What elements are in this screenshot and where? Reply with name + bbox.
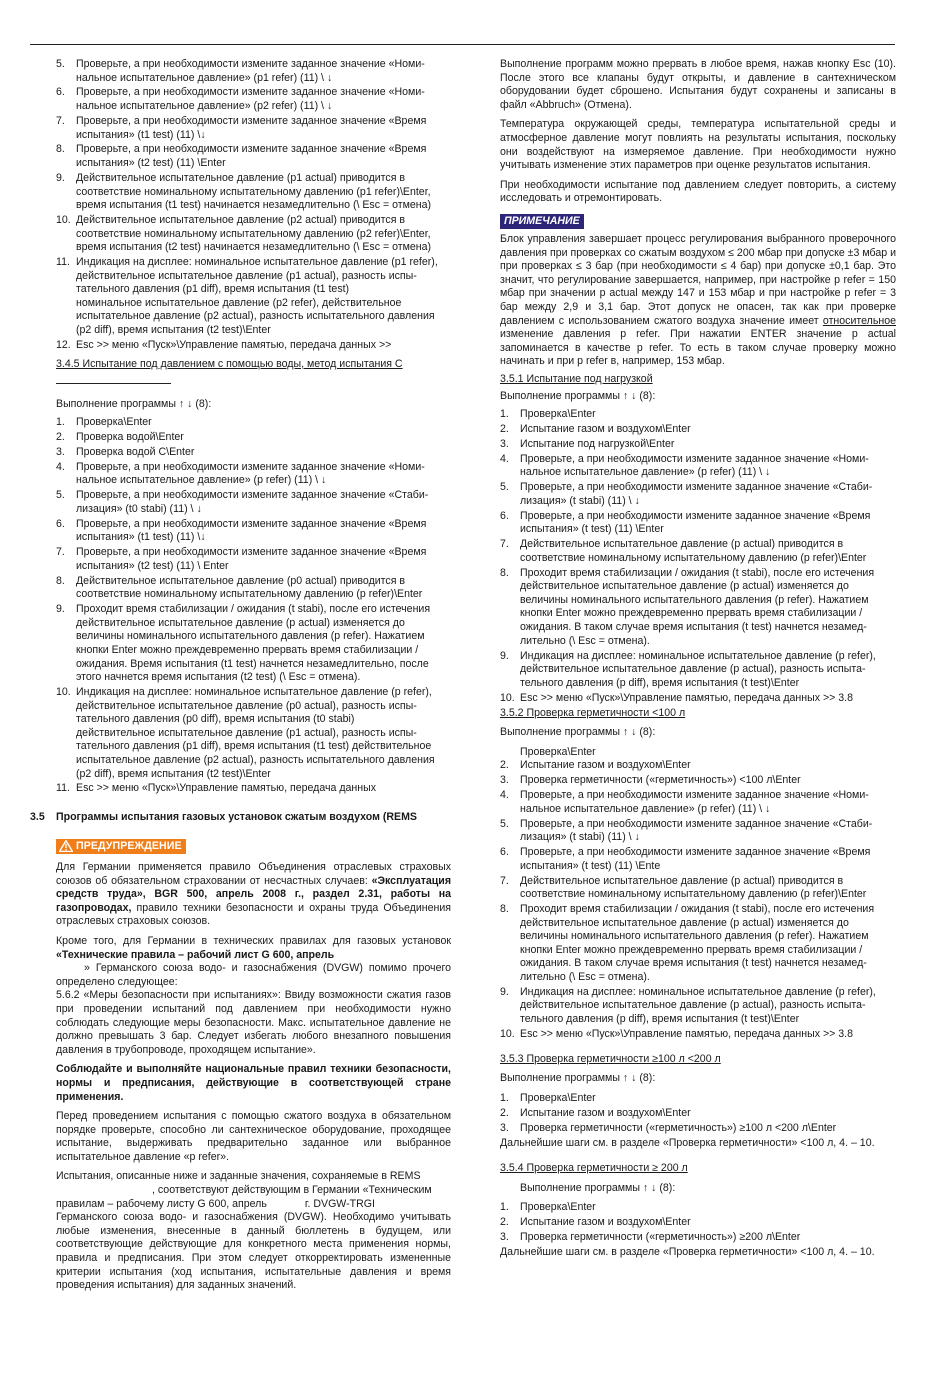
list-item-text: Действительное испытательное давление (p actual) приводится в соответствие номинальному испытательному давлению (p refer)\Enter bbox=[520, 538, 867, 564]
list-item-text: Проверка герметичности («герметичность») ≥200 л\Enter bbox=[520, 1231, 801, 1244]
list-item-number: 1. bbox=[56, 416, 65, 429]
list-item-text: Проверка герметичности («герметичность») ≥100 л <200 л\Enter bbox=[520, 1121, 837, 1134]
list-item-number: 9. bbox=[500, 649, 509, 662]
list-item bbox=[56, 58, 451, 85]
list-item bbox=[56, 546, 451, 573]
list-item-text: Проверьте, а при необходимости измените заданное значение «Номи- нальное испытательное давление» (p refer) (11) \ ↓ bbox=[76, 460, 425, 487]
list-item bbox=[56, 256, 451, 338]
list-item bbox=[500, 538, 896, 565]
list-item bbox=[500, 846, 896, 873]
list-item bbox=[500, 650, 896, 691]
list-item-text: Испытание под нагрузкой\Enter bbox=[520, 437, 675, 450]
list-item-number: 1. bbox=[500, 1201, 509, 1214]
list-item-text: Проверка\Enter bbox=[520, 408, 596, 421]
warning-paragraph-1: Для Германии применяется правило Объединения отраслевых страховых союзов об обязательном страховании от несчастных случаев: «Эксплуатация средств труда», BGR 500, апрель 2008 г., раздел 2.31, работы на газопроводах, правило техники безопасности и охраны труда Объединения отраслевых страховых союзов. bbox=[56, 861, 451, 928]
note-badge: ПРИМЕЧАНИЕ bbox=[500, 214, 584, 229]
list-item-text: Проверьте, а при необходимости измените заданное значение «Время испытания» (t test) (11) \Ente bbox=[520, 846, 871, 872]
list-item-number: 7. bbox=[56, 114, 65, 127]
list-item bbox=[56, 686, 451, 781]
list-item-text: Действительное испытательное давление (p1 actual) приводится в соответствие номинальному испытательному давлению (p1 refer)\Enter, время испытания (t1 test) начинается незамедлительно (\ Esc = отмена) bbox=[76, 171, 432, 212]
list-item-text: Действительное испытательное давление (p0 actual) приводится в соответствие номинальному испытательному давлению (p refer)\Enter bbox=[76, 574, 423, 601]
list-item-text: Проходит время стабилизации / ожидания (t stabi), после его истечения действительное испытательное давление (p actual) изменяется до величины номинального испытательного давления (p refer). Нажатием кнопки Enter можно преждевременно прервать время стабилизации / ожидания. В таком случае время испытания (t test) начнется незамед- лительно (\ Esc = отмена). bbox=[520, 903, 875, 983]
list-item-text: Проверьте, а при необходимости измените заданное значение «Время испытания» (t1 test) (11) \↓ bbox=[76, 517, 427, 544]
list-item-text: Проверьте, а при необходимости измените заданное значение «Стаби- лизация» (t stabi) (11) \ ↓ bbox=[520, 817, 873, 844]
list-item-text: Индикация на дисплее: номинальное испытательное давление (p refer), действительное испытательное давление (p0 actual), разность испы- тательного давления (p0 diff), время испытания (t0 stabi) действительное испытательное давление (p1 actual), разность испы- тательного давления (p1 diff), время испытания (t1 test) действительное испытательное давление (p2 actual), разность испытательного давления (p2 diff), время испытания (t2 test)\Enter bbox=[76, 685, 435, 780]
list-item-text: Индикация на дисплее: номинальное испытательное давление (p refer), действительное испытательное давление (p actual), разность испыта- тельного давления (p diff), время испытания (t test)\Enter bbox=[520, 985, 876, 1026]
further-steps-353: Дальнейшие шаги см. в разделе «Проверка герметичности» <100 л, 4. – 10. bbox=[500, 1136, 875, 1149]
list-item-text: Проверьте, а при необходимости измените заданное значение «Время испытания» (t test) (11) \Enter bbox=[520, 509, 871, 536]
list-item bbox=[56, 339, 451, 353]
note-paragraph: Блок управления завершает процесс регулирования выбранного проверочного давления при проверках со сжатым воздухом ≤ 200 мбар при допуске ±3 мбар и при проверках ≤ 3 бар (при необходимости ≤ 4 бар) при допуске ±0,1 бар. Это значит, что регулирование завершается, например, при настройке p refer = 150 мбар при значении p actual между 147 и 153 мбар и при настройке p refer = 3 бар между 2,9 и 3,1 бар. Этот допуск не опасен, так как при проверке давлением с использованием сжатого воздуха значение имеет относительное изменение давления p refer. При нажатии ENTER значение p actual запоминается в качестве p refer. То есть в таком случае проверку можно начинать и при p refer в, например, 153 мбар. bbox=[500, 232, 896, 368]
warning-badge bbox=[56, 839, 186, 854]
list-item-text: Испытание газом и воздухом\Enter bbox=[520, 1216, 691, 1229]
list-item-text: Проверьте, а при необходимости измените заданное значение «Номи- нальное испытательное давление» (p1 refer) (11) \ ↓ bbox=[76, 58, 425, 84]
section-heading-354: 3.5.4 Проверка герметичности ≥ 200 л bbox=[500, 1162, 688, 1175]
list-item bbox=[500, 481, 896, 508]
right-column bbox=[500, 58, 896, 1260]
list-item-number: 2. bbox=[500, 422, 509, 435]
warning-paragraph-5: Испытания, описанные ниже и заданные значения, сохраняемые в REMS , соответствуют действующим в Германии «Техническим правилам – рабочему листу G 600, апрель г. DVGW-TRGI Германского союза водо- и газоснабжения (DVGW). Необходимо учитывать любые изменения, внесенные в данный бюллетень в будущем, или соответствующие действующие для конкретного места применения нормы, правила и предписания. При этом следует откорректировать измененные критерии испытания (ход испытания, испытательные давления и время проведения испытания) для заданных значений. bbox=[56, 1170, 451, 1292]
warning-bold-paragraph: Соблюдайте и выполняйте национальные правил техники безопасности, нормы и предписания, действующие в соответствующей стране применения. bbox=[56, 1063, 451, 1103]
list-item bbox=[500, 774, 896, 788]
list-item bbox=[56, 431, 451, 445]
list-item-text: Индикация на дисплее: номинальное испытательное давление (p refer), действительное испытательное давление (p actual), разность испыта- тельного давления (p diff), время испытания (t test)\Enter bbox=[520, 649, 876, 689]
list-item bbox=[500, 1201, 896, 1215]
list-item bbox=[500, 1122, 896, 1136]
list-item bbox=[500, 789, 896, 816]
list-item-text: Проверка водой C\Enter bbox=[76, 445, 195, 458]
list-item-text: Испытание газом и воздухом\Enter bbox=[520, 422, 691, 435]
list-item bbox=[56, 115, 451, 142]
list-item-text: Проверьте, а при необходимости измените заданное значение «Номи- нальное испытательное давление» (p refer) (11) \ ↓ bbox=[520, 452, 869, 479]
list-item-text: Проверьте, а при необходимости измените заданное значение «Стаби- лизация» (t0 stabi) (11) \ ↓ bbox=[76, 489, 429, 515]
list-item-number: 4. bbox=[500, 452, 509, 465]
list-item-number: 9. bbox=[56, 603, 65, 616]
list-item bbox=[500, 692, 896, 706]
section-heading-35 bbox=[30, 811, 451, 825]
section-heading-351: 3.5.1 Испытание под нагрузкой bbox=[500, 372, 653, 385]
list-item bbox=[500, 903, 896, 985]
list-item bbox=[56, 446, 451, 460]
list-item bbox=[56, 782, 451, 796]
section-number: 3.5 bbox=[30, 811, 45, 824]
list-item-number: 6. bbox=[500, 509, 509, 522]
steps-list-352 bbox=[500, 759, 896, 1041]
section-heading-352: 3.5.2 Проверка герметичности <100 л bbox=[500, 706, 686, 719]
right-paragraph-2: Температура окружающей среды, температура испытательной среды и атмосферное давление могут повлиять на результаты испытания, поскольку они воздействуют на измеряемое давление. При необходимости нужно учитывать изменение этих параметров при оценке результатов испытания. bbox=[500, 118, 896, 172]
list-item-text: Действительное испытательное давление (p actual) приводится в соответствие номинальному испытательному давлению (p refer)\Enter bbox=[520, 874, 867, 901]
section-heading-345: 3.4.5 Испытание под давлением с помощью воды, метод испытания C bbox=[56, 357, 403, 370]
list-item-number: 3. bbox=[500, 774, 509, 787]
list-item bbox=[500, 1092, 896, 1106]
section-title: Программы испытания газовых установок сжатым воздухом (REMS bbox=[56, 811, 417, 824]
list-item-text: Испытание газом и воздухом\Enter bbox=[520, 759, 691, 772]
list-item-text: Esc >> меню «Пуск»\Управление памятью, передача данных bbox=[76, 782, 377, 795]
list-item bbox=[500, 818, 896, 845]
list-item-first: Проверка\Enter bbox=[520, 745, 596, 758]
list-item-number: 1. bbox=[500, 408, 509, 421]
list-item-text: Проверьте, а при необходимости измените заданное значение «Время испытания» (t1 test) (11) \↓ bbox=[76, 114, 427, 141]
list-item bbox=[500, 408, 896, 422]
list-item-number: 5. bbox=[500, 481, 509, 494]
list-item bbox=[500, 423, 896, 437]
section-heading-353: 3.5.3 Проверка герметичности ≥100 л <200 л bbox=[500, 1052, 721, 1065]
list-item-number: 8. bbox=[56, 143, 65, 156]
steps-list-351 bbox=[500, 408, 896, 705]
list-item-number: 4. bbox=[500, 789, 509, 802]
list-item bbox=[56, 416, 451, 430]
list-item-text: Действительное испытательное давление (p2 actual) приводится в соответствие номинальному испытательному давлению (p2 refer)\Enter, время испытания (t2 test) начинается незамедлительно (\ Esc = отмена) bbox=[76, 214, 432, 254]
list-item-number: 5. bbox=[56, 58, 65, 70]
list-item-number: 3. bbox=[56, 445, 65, 458]
list-item-text: Проходит время стабилизации / ожидания (t stabi), после его истечения действительное испытательное давление (p actual) изменяется до величины номинального испытательного давления (p refer). Нажатием кнопки Enter можно преждевременно прервать время стабилизации / ожидания. В таком случае время испытания (t test) начнется незамед- лительно (\ Esc = отмена). bbox=[520, 566, 875, 647]
list-item-number: 9. bbox=[500, 985, 509, 998]
list-item bbox=[500, 875, 896, 902]
warning-label: ПРЕДУПРЕЖДЕНИЕ bbox=[76, 839, 182, 852]
list-item-number: 7. bbox=[500, 874, 509, 887]
run-program-label: Выполнение программы ↑ ↓ (8): bbox=[520, 1181, 676, 1194]
list-item-number: 12. bbox=[56, 338, 71, 351]
list-item bbox=[500, 567, 896, 649]
list-item-text: Проверьте, а при необходимости измените заданное значение «Номи- нальное испытательное давление» (p2 refer) (11) \ ↓ bbox=[76, 86, 425, 113]
list-item-text: Проверьте, а при необходимости измените заданное значение «Стаби- лизация» (t stabi) (11) \ ↓ bbox=[520, 481, 873, 507]
list-item bbox=[56, 461, 451, 488]
list-item-number: 8. bbox=[500, 566, 509, 579]
list-item bbox=[500, 453, 896, 480]
run-program-label: Выполнение программы ↑ ↓ (8): bbox=[56, 398, 212, 411]
list-item-number: 2. bbox=[56, 430, 65, 443]
list-item bbox=[500, 438, 896, 452]
list-item-number: 2. bbox=[500, 1106, 509, 1119]
run-program-label: Выполнение программы ↑ ↓ (8): bbox=[500, 1072, 656, 1085]
list-item-number: 4. bbox=[56, 460, 65, 473]
list-item-number: 11. bbox=[56, 256, 70, 269]
list-item bbox=[56, 489, 451, 516]
list-item-number: 6. bbox=[500, 846, 509, 859]
list-item-text: Проверка\Enter bbox=[520, 1092, 596, 1105]
list-item-number: 3. bbox=[500, 1121, 509, 1134]
list-item bbox=[56, 603, 451, 685]
warning-triangle-icon bbox=[59, 840, 73, 852]
list-item-number: 2. bbox=[500, 1216, 509, 1229]
list-item-text: Проверьте, а при необходимости измените заданное значение «Номи- нальное испытательное давление» (p refer) (11) \ ↓ bbox=[520, 789, 869, 815]
list-item bbox=[500, 1216, 896, 1230]
list-item-text: Esc >> меню «Пуск»\Управление памятью, передача данных >> bbox=[76, 338, 392, 351]
list-item-number: 5. bbox=[500, 817, 509, 830]
list-item bbox=[500, 510, 896, 537]
warning-paragraph-3: 5.6.2 «Меры безопасности при испытаниях»: Ввиду возможности сжатия газов при проведении испытаний под давлением при необходимости нужно соблюдать следующие меры безопасности. Макс. испытательное давление не должно превышать 3 бар. Следует избегать любого внезапного повышения давления в трубопроводе, проходящем испытание». bbox=[56, 989, 451, 1056]
steps-list-344 bbox=[56, 58, 451, 353]
list-item bbox=[500, 1028, 896, 1042]
list-item-number: 7. bbox=[500, 538, 509, 551]
section-rule bbox=[56, 383, 171, 384]
list-item-number: 10. bbox=[500, 691, 515, 704]
list-item-text: Проверьте, а при необходимости измените заданное значение «Время испытания» (t2 test) (11) \ Enter bbox=[76, 546, 427, 572]
list-item-text: Испытание газом и воздухом\Enter bbox=[520, 1106, 691, 1119]
list-item bbox=[56, 518, 451, 545]
list-item bbox=[56, 172, 451, 213]
list-item-number: 5. bbox=[56, 489, 65, 502]
list-item-text: Проверка водой\Enter bbox=[76, 430, 184, 443]
right-paragraph-1: Выполнение программ можно прервать в любое время, нажав кнопку Esc (10). После этого все клапаны будут открыты, и давление в сантехническом оборудовании будет сброшено. Испытания будут сохранены и записаны в файл «Abbruch» (Отмена). bbox=[500, 58, 896, 111]
run-program-label: Выполнение программы ↑ ↓ (8): bbox=[500, 390, 656, 403]
list-item-text: Esc >> меню «Пуск»\Управление памятью, передача данных >> 3.8 bbox=[520, 691, 854, 704]
list-item bbox=[500, 986, 896, 1027]
steps-list-353 bbox=[500, 1092, 896, 1135]
list-item-number: 6. bbox=[56, 517, 65, 530]
list-item-number: 3. bbox=[500, 1231, 509, 1244]
list-item-number: 8. bbox=[500, 903, 509, 915]
right-paragraph-3: При необходимости испытание под давлением следует повторить, а систему исследовать и отремонтировать. bbox=[500, 178, 896, 205]
list-item-number: 10. bbox=[500, 1027, 515, 1040]
list-item-number: 7. bbox=[56, 546, 65, 559]
list-item-number: 3. bbox=[500, 437, 509, 450]
list-item bbox=[500, 759, 896, 773]
list-item-number: 11. bbox=[56, 782, 70, 795]
list-item bbox=[56, 143, 451, 170]
run-program-label: Выполнение программы ↑ ↓ (8): bbox=[500, 726, 656, 739]
list-item-text: Индикация на дисплее: номинальное испытательное давление (p1 refer), действительное испытательное давление (p1 actual), разность испы- тательного давления (p1 diff), время испытания (t1 test) номинальное испытательное давление (p2 refer), действительное испытательное давление (p2 actual), разность испытательного давления (p2 diff), время испытания (t2 test)\Enter bbox=[76, 256, 438, 337]
list-item-number: 10. bbox=[56, 685, 71, 698]
warning-paragraph-4: Перед проведением испытания с помощью сжатого воздуха в обязательном порядке проверьте, способно ли сантехническое оборудование, проходящее испытание, выдерживать предварительно заданное или выбранное испытательное давление «p refer». bbox=[56, 1110, 451, 1163]
list-item-text: Проверка\Enter bbox=[520, 1201, 596, 1214]
top-rule bbox=[30, 44, 895, 45]
list-item-number: 8. bbox=[56, 574, 65, 587]
list-item-text: Проверка\Enter bbox=[76, 416, 152, 429]
list-item-text: Esc >> меню «Пуск»\Управление памятью, передача данных >> 3.8 bbox=[520, 1027, 854, 1040]
list-item bbox=[56, 575, 451, 602]
list-item bbox=[56, 214, 451, 255]
list-item-text: Проходит время стабилизации / ожидания (t stabi), после его истечения действительное испытательное давление (p actual) изменяется до величины номинального испытательного давления (p refer). Нажатием кнопки Enter можно преждевременно прервать время стабилизации / ожидания. Время испытания (t1 test) начнется незамедлительно, после этого начнется время испытания (t2 test) (\ Esc = отмена). bbox=[76, 603, 431, 684]
warning-paragraph-2: Кроме того, для Германии в технических правилах для газовых установок «Технические правила – рабочий лист G 600, апрель » Германского союза водо- и газоснабжения (DVGW) помимо прочего определено следующее: bbox=[56, 934, 451, 988]
list-item-number: 1. bbox=[500, 1092, 509, 1105]
list-item-number: 9. bbox=[56, 171, 65, 184]
list-item-number: 10. bbox=[56, 214, 71, 227]
left-column bbox=[30, 58, 451, 1293]
further-steps-354: Дальнейшие шаги см. в разделе «Проверка герметичности» <100 л, 4. – 10. bbox=[500, 1246, 875, 1259]
list-item-text: Проверьте, а при необходимости измените заданное значение «Время испытания» (t2 test) (11) \Enter bbox=[76, 143, 427, 170]
steps-list-345 bbox=[56, 416, 451, 796]
list-item-text: Проверка герметичности («герметичность») <100 л\Enter bbox=[520, 774, 801, 787]
list-item bbox=[500, 1107, 896, 1121]
list-item bbox=[500, 1231, 896, 1245]
list-item-number: 6. bbox=[56, 86, 65, 99]
steps-list-354 bbox=[500, 1201, 896, 1244]
list-item-number: 2. bbox=[500, 759, 509, 772]
list-item bbox=[56, 86, 451, 113]
